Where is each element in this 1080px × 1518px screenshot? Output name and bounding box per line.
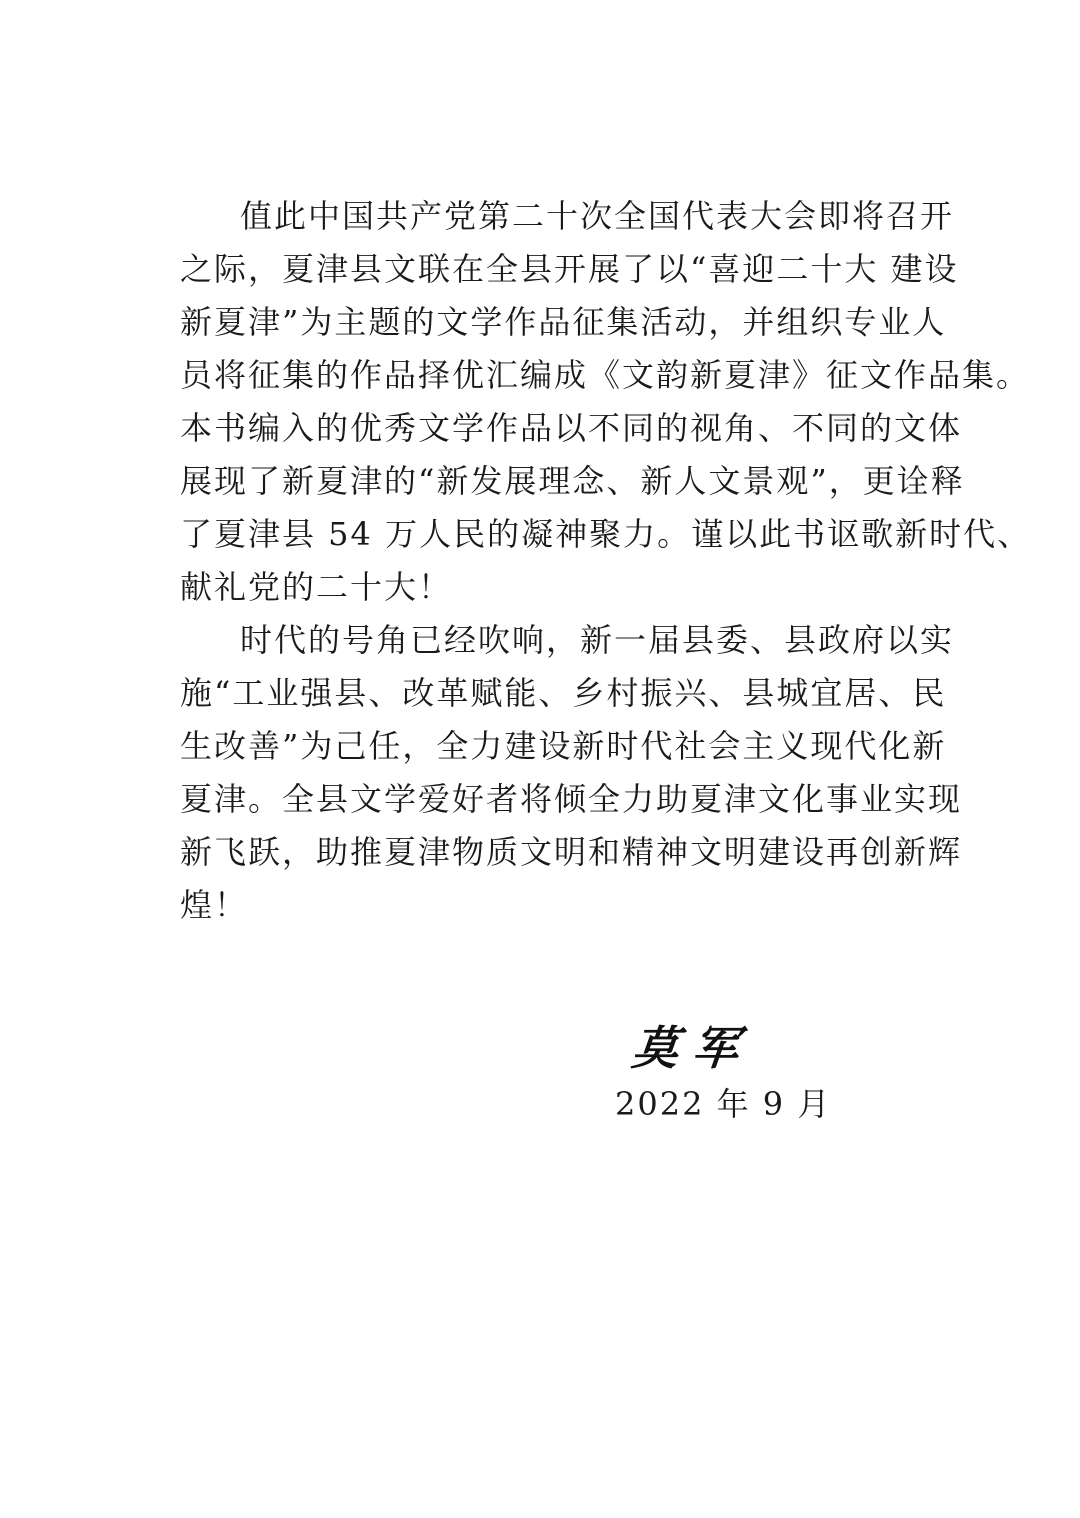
paragraph-line: 展现了新夏津的“新发展理念、新人文景观”，更诠释 [180, 462, 965, 500]
paragraph-line: 施“工业强县、改革赋能、乡村振兴、县城宜居、民 [180, 674, 947, 712]
paragraph-line: 时代的号角已经吹响，新一届县委、县政府以实 [240, 621, 955, 659]
paragraph-line: 之际，夏津县文联在全县开展了以“喜迎二十大 建设 [180, 250, 959, 288]
paragraph-1 [180, 190, 1032, 614]
paragraph-line: 生改善”为己任，全力建设新时代社会主义现代化新 [180, 727, 947, 765]
letter-date: 2022 年 9 月 [615, 1085, 832, 1123]
paragraph-line: 了夏津县 54 万人民的凝神聚力。谨以此书讴歌新时代、 [180, 515, 1032, 553]
paragraph-line: 煌！ [180, 886, 249, 924]
paragraph-line: 员将征集的作品择优汇编成《文韵新夏津》征文作品集。 [180, 356, 1031, 394]
paragraph-2 [180, 614, 963, 932]
paragraph-line: 新飞跃，助推夏津物质文明和精神文明建设再创新辉 [180, 833, 963, 871]
author-signature: 莫军 [629, 1021, 756, 1075]
letter-body [180, 190, 1032, 932]
paragraph-line: 献礼党的二十大！ [180, 568, 453, 606]
paragraph-line: 值此中国共产党第二十次全国代表大会即将召开 [240, 197, 955, 235]
paragraph-line: 夏津。全县文学爱好者将倾全力助夏津文化事业实现 [180, 780, 963, 818]
paragraph-line: 本书编入的优秀文学作品以不同的视角、不同的文体 [180, 409, 963, 447]
paragraph-line: 新夏津”为主题的文学作品征集活动，并组织专业人 [180, 303, 947, 341]
